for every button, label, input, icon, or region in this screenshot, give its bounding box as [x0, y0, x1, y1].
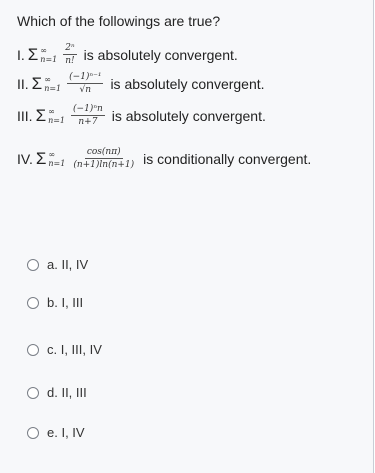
statement-3-numeral: III. — [17, 107, 33, 124]
radio-button[interactable] — [27, 387, 39, 399]
option-a[interactable] — [27, 257, 88, 272]
lower-limit: n=1 — [48, 115, 66, 125]
statement-4-claim: is conditionally convergent. — [143, 150, 312, 167]
fraction — [63, 43, 76, 66]
numerator: 2ⁿ — [65, 43, 75, 53]
option-a-label: a. II, IV — [47, 257, 89, 272]
fraction — [71, 147, 136, 170]
option-d[interactable] — [27, 385, 87, 400]
option-b-label: b. I, III — [47, 295, 84, 310]
summation-limits — [40, 46, 57, 64]
summation-symbol: Σ — [31, 74, 43, 93]
upper-limit: ∞ — [40, 45, 47, 55]
option-e-label: e. I, IV — [47, 425, 85, 440]
statement-1-numeral: I. — [17, 46, 25, 63]
option-b[interactable] — [27, 295, 83, 310]
statement-2-numeral: II. — [17, 75, 29, 92]
numerator: (−1)ⁿ⁻¹ — [69, 72, 102, 82]
numerator: (−1)ⁿn — [73, 104, 103, 114]
option-c-label: c. I, III, IV — [47, 342, 102, 357]
question-text: Which of the followings are true? — [17, 13, 221, 29]
statement-2 — [17, 72, 265, 95]
summation-limits — [44, 75, 61, 93]
radio-button[interactable] — [27, 259, 39, 271]
statement-1 — [17, 43, 238, 66]
numerator: cos(nπ) — [86, 147, 121, 157]
lower-limit: n=1 — [48, 158, 66, 168]
statement-3 — [17, 104, 266, 127]
statement-1-claim: is absolutely convergent. — [83, 46, 238, 63]
summation-symbol: Σ — [27, 45, 39, 64]
upper-limit: ∞ — [44, 74, 51, 84]
radio-button[interactable] — [27, 427, 39, 439]
option-e[interactable] — [27, 425, 85, 440]
statement-3-claim: is absolutely convergent. — [111, 107, 266, 124]
summation-limits — [48, 107, 65, 125]
denominator: (n+1)ln(n+1) — [73, 160, 135, 170]
statement-2-claim: is absolutely convergent. — [110, 75, 265, 92]
denominator: n+7 — [78, 117, 98, 127]
fraction — [67, 72, 103, 95]
denominator: √n — [79, 85, 92, 95]
fraction — [71, 104, 105, 127]
summation-symbol: Σ — [35, 106, 47, 125]
statement-4-numeral: IV. — [17, 150, 33, 167]
summation-symbol: Σ — [35, 149, 47, 168]
denominator: n! — [65, 56, 75, 66]
radio-button[interactable] — [27, 297, 39, 309]
option-c[interactable] — [27, 342, 102, 357]
lower-limit: n=1 — [40, 54, 58, 64]
upper-limit: ∞ — [48, 106, 55, 116]
lower-limit: n=1 — [44, 83, 62, 93]
statement-4 — [17, 147, 311, 170]
upper-limit: ∞ — [48, 149, 56, 159]
option-d-label: d. II, III — [47, 385, 87, 400]
summation-limits — [48, 150, 65, 168]
radio-button[interactable] — [27, 344, 39, 356]
